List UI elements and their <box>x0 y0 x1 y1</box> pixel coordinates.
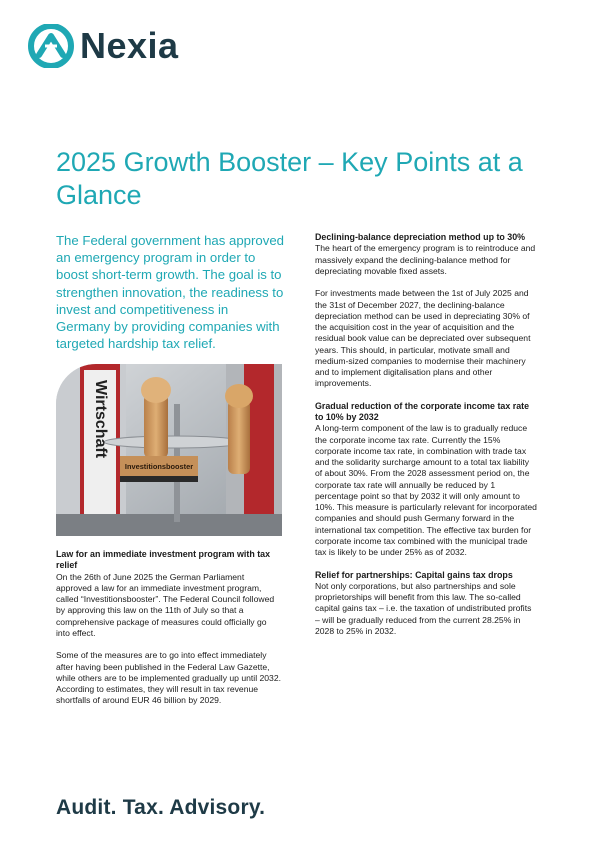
page-title: 2025 Growth Booster – Key Points at a Glance <box>56 147 523 210</box>
binder-label: Wirtschaft <box>92 380 109 459</box>
footer-tagline: Audit. Tax. Advisory. <box>56 796 266 819</box>
section-heading-depreciation: Declining-balance depreciation method up to 30% <box>315 232 526 242</box>
section-heading-corporate-tax: Gradual reduction of the corporate income tax rate to 10% by 2032 <box>315 400 530 422</box>
paragraph: The heart of the emergency program is to reintroduce and massively expand the declining-balance method for depreciating movable fixed assets. <box>315 243 536 276</box>
intro-text: The Federal government has approved an emergency program in order to boost short-term growth. The goal is to strengthen innovation, the readiness to invest and competitiveness in Germany by providing companies with targeted hardship tax relief. <box>56 233 284 352</box>
section-heading-partnerships: Relief for partnerships: Capital gains tax drops <box>315 569 513 580</box>
right-column <box>315 232 537 648</box>
left-column <box>56 549 281 718</box>
paragraph: Not only corporations, but also partnerships and sole proprietorships will benefit from this law. The so-called capital gains tax – i.e. the taxation of undistributed profits – will be gradually reduced from the current 28.25% in 2028 to 25% in 2032. <box>315 580 532 636</box>
stamp-photo <box>56 364 282 536</box>
paragraph: A long-term component of the law is to gradually reduce the corporate income tax rate. Currently the 15% corporate income tax rate, in combination with trade tax and the solidarity surcharge amount to a total tax liability of about 30%. From the 2028 assessment period on, the corporate tax rate will annually be reduced by 1 percentage point so that by 2032 it will only amount to 10%. This measure is particularly relevant for incorporated companies and should push Germany forward in the international tax competition. The effective tax burden for corporate income tax combined with the municipal trade tax is likely to be under 25% as of 2032. <box>315 423 537 557</box>
brand-name: Nexia <box>80 25 179 66</box>
paragraph: For investments made between the 1st of July 2025 and the 31st of December 2027, the declining-balance depreciation method can be used in depreciating 30% of the acquisition cost in the year of acquisition and the residual book value can be depreciated over subsequent years. This should, in particular, motivate small and medium-sized companies to modernise their machinery and to implement digitalisation plans and other improvements. <box>315 288 531 389</box>
paragraph: On the 26th of June 2025 the German Parliament approved a law for an immediate investment program, called “Investitionsbooster”. The Federal Council followed by approving this law on the 11th of July so that a comprehensive package of measures could officially go into effect. <box>56 571 275 638</box>
section-heading-investment-law: Law for an immediate investment program with tax relief <box>56 549 271 571</box>
stamp-label: Investitionsbooster <box>124 462 194 471</box>
nexia-logo-icon <box>28 24 74 68</box>
nexia-logo <box>28 24 179 68</box>
paragraph: Some of the measures are to go into effect immediately after having been published in the Federal Law Gazette, while others are to be implemented gradually up until 2032. According to estimates, they will result in tax revenue shortfalls of around EUR 46 billion by 2029. <box>56 650 282 706</box>
